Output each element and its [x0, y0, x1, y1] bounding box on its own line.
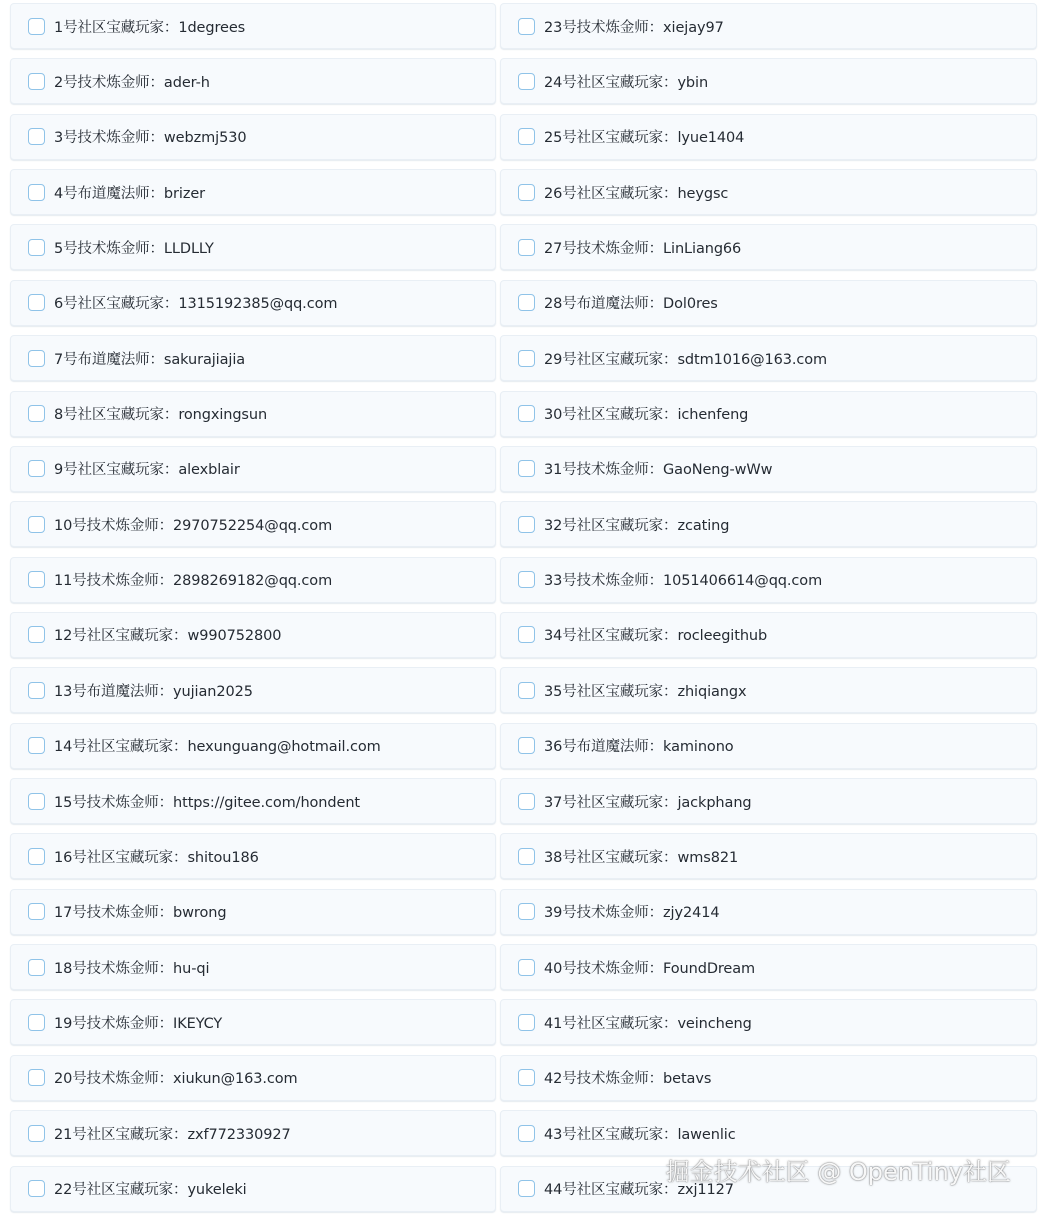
checkbox-item[interactable] — [500, 778, 1037, 824]
checkbox-icon[interactable] — [518, 405, 535, 422]
checkbox-icon[interactable] — [28, 294, 45, 311]
checkbox-label: 11号技术炼金师：2898269182@qq.com — [54, 573, 333, 590]
checkbox-icon[interactable] — [518, 571, 535, 588]
checkbox-icon[interactable] — [28, 737, 45, 754]
checkbox-label: 19号技术炼金师：IKEYCY — [54, 1015, 223, 1032]
checkbox-icon[interactable] — [518, 1125, 535, 1142]
checkbox-item[interactable] — [10, 1166, 496, 1212]
checkbox-item[interactable] — [10, 446, 496, 492]
checkbox-icon[interactable] — [518, 239, 535, 256]
checkbox-label: 34号社区宝藏玩家：rocleegithub — [544, 628, 768, 645]
checkbox-label: 16号社区宝藏玩家：shitou186 — [54, 849, 259, 866]
checkbox-item[interactable] — [500, 114, 1037, 160]
checkbox-icon[interactable] — [518, 460, 535, 477]
checkbox-label: 17号技术炼金师：bwrong — [54, 905, 227, 922]
checkbox-icon[interactable] — [518, 1180, 535, 1197]
checkbox-icon[interactable] — [28, 959, 45, 976]
checkbox-label: 1号社区宝藏玩家：1degrees — [54, 19, 246, 36]
checkbox-label: 24号社区宝藏玩家：ybin — [544, 74, 709, 91]
checkbox-icon[interactable] — [28, 350, 45, 367]
checkbox-item[interactable] — [10, 335, 496, 381]
checkbox-icon[interactable] — [518, 737, 535, 754]
watermark: 掘金技术社区 @ OpenTiny社区 — [665, 1158, 1011, 1186]
checkbox-label: 25号社区宝藏玩家：lyue1404 — [544, 130, 745, 147]
checkbox-item[interactable] — [500, 1110, 1037, 1156]
checkbox-label: 43号社区宝藏玩家：lawenlic — [544, 1126, 736, 1143]
checkbox-item[interactable] — [500, 169, 1037, 215]
checkbox-label: 10号技术炼金师：2970752254@qq.com — [54, 517, 333, 534]
checkbox-label: 42号技术炼金师：betavs — [544, 1071, 712, 1088]
checkbox-icon[interactable] — [28, 1180, 45, 1197]
checkbox-list — [10, 3, 1037, 1212]
checkbox-icon[interactable] — [518, 184, 535, 201]
checkbox-icon[interactable] — [518, 350, 535, 367]
checkbox-icon[interactable] — [518, 848, 535, 865]
checkbox-icon[interactable] — [28, 184, 45, 201]
checkbox-label: 23号技术炼金师：xiejay97 — [544, 19, 724, 36]
checkbox-icon[interactable] — [28, 1014, 45, 1031]
checkbox-item[interactable] — [500, 557, 1037, 603]
checkbox-item[interactable] — [10, 169, 496, 215]
checkbox-icon[interactable] — [28, 903, 45, 920]
checkbox-icon[interactable] — [28, 682, 45, 699]
checkbox-icon[interactable] — [518, 903, 535, 920]
checkbox-item[interactable] — [10, 1110, 496, 1156]
checkbox-item[interactable] — [10, 3, 496, 49]
checkbox-item[interactable] — [500, 224, 1037, 270]
checkbox-item[interactable] — [10, 114, 496, 160]
checkbox-label: 20号技术炼金师：xiukun@163.com — [54, 1071, 298, 1088]
checkbox-label: 13号布道魔法师：yujian2025 — [54, 683, 253, 700]
checkbox-icon[interactable] — [28, 626, 45, 643]
checkbox-label: 8号社区宝藏玩家：rongxingsun — [54, 407, 268, 424]
checkbox-label: 29号社区宝藏玩家：sdtm1016@163.com — [544, 351, 828, 368]
checkbox-item[interactable] — [10, 280, 496, 326]
checkbox-item[interactable] — [500, 612, 1037, 658]
checkbox-label: 31号技术炼金师：GaoNeng-wWw — [544, 462, 773, 479]
checkbox-item[interactable] — [10, 944, 496, 990]
checkbox-label: 18号技术炼金师：hu-qi — [54, 960, 210, 977]
checkbox-label: 33号技术炼金师：1051406614@qq.com — [544, 573, 823, 590]
checkbox-icon[interactable] — [518, 18, 535, 35]
checkbox-label: 35号社区宝藏玩家：zhiqiangx — [544, 683, 747, 700]
checkbox-icon[interactable] — [518, 959, 535, 976]
checkbox-label: 5号技术炼金师：LLDLLY — [54, 240, 214, 257]
checkbox-label: 36号布道魔法师：kaminono — [544, 739, 734, 756]
checkbox-icon[interactable] — [28, 516, 45, 533]
checkbox-item[interactable] — [500, 58, 1037, 104]
checkbox-icon[interactable] — [28, 793, 45, 810]
checkbox-item[interactable] — [500, 1055, 1037, 1101]
checkbox-item[interactable] — [10, 999, 496, 1045]
checkbox-label: 22号社区宝藏玩家：yukeleki — [54, 1182, 247, 1199]
checkbox-icon[interactable] — [518, 793, 535, 810]
checkbox-icon[interactable] — [28, 405, 45, 422]
checkbox-label: 9号社区宝藏玩家：alexblair — [54, 462, 240, 479]
checkbox-item[interactable] — [500, 3, 1037, 49]
checkbox-icon[interactable] — [28, 128, 45, 145]
checkbox-icon[interactable] — [518, 128, 535, 145]
checkbox-item[interactable] — [500, 667, 1037, 713]
checkbox-item[interactable] — [10, 501, 496, 547]
checkbox-label: 38号社区宝藏玩家：wms821 — [544, 849, 739, 866]
checkbox-item[interactable] — [500, 280, 1037, 326]
checkbox-item[interactable] — [10, 391, 496, 437]
checkbox-label: 15号技术炼金师：https://gitee.com/hondent — [54, 794, 360, 811]
checkbox-label: 32号社区宝藏玩家：zcating — [544, 517, 730, 534]
checkbox-icon[interactable] — [518, 1069, 535, 1086]
checkbox-item[interactable] — [10, 557, 496, 603]
checkbox-label: 26号社区宝藏玩家：heygsc — [544, 185, 729, 202]
checkbox-item[interactable] — [10, 667, 496, 713]
checkbox-label: 39号技术炼金师：zjy2414 — [544, 905, 720, 922]
left-column — [10, 3, 496, 1212]
checkbox-item[interactable] — [500, 391, 1037, 437]
checkbox-label: 44号社区宝藏玩家：zxj1127 — [544, 1182, 734, 1199]
checkbox-item[interactable] — [10, 224, 496, 270]
checkbox-icon[interactable] — [28, 1069, 45, 1086]
checkbox-label: 41号社区宝藏玩家：veincheng — [544, 1015, 752, 1032]
checkbox-label: 4号布道魔法师：brizer — [54, 185, 206, 202]
checkbox-item[interactable] — [10, 889, 496, 935]
checkbox-item[interactable] — [500, 833, 1037, 879]
checkbox-item[interactable] — [10, 723, 496, 769]
checkbox-icon[interactable] — [518, 73, 535, 90]
checkbox-item[interactable] — [10, 612, 496, 658]
checkbox-item[interactable] — [10, 833, 496, 879]
checkbox-label: 6号社区宝藏玩家：1315192385@qq.com — [54, 296, 338, 313]
checkbox-label: 14号社区宝藏玩家：hexunguang@hotmail.com — [54, 739, 381, 756]
checkbox-icon[interactable] — [28, 239, 45, 256]
checkbox-item[interactable] — [500, 1166, 1037, 1212]
checkbox-label: 28号布道魔法师：Dol0res — [544, 296, 718, 313]
checkbox-icon[interactable] — [28, 460, 45, 477]
checkbox-icon[interactable] — [28, 73, 45, 90]
checkbox-label: 27号技术炼金师：LinLiang66 — [544, 240, 742, 257]
checkbox-label: 40号技术炼金师：FoundDream — [544, 960, 756, 977]
checkbox-item[interactable] — [10, 1055, 496, 1101]
checkbox-icon[interactable] — [28, 18, 45, 35]
checkbox-label: 3号技术炼金师：webzmj530 — [54, 130, 247, 147]
checkbox-item[interactable] — [500, 999, 1037, 1045]
right-column — [500, 3, 1037, 1212]
checkbox-icon[interactable] — [28, 571, 45, 588]
checkbox-icon[interactable] — [518, 626, 535, 643]
checkbox-label: 30号社区宝藏玩家：ichenfeng — [544, 407, 749, 424]
checkbox-label: 21号社区宝藏玩家：zxf772330927 — [54, 1126, 291, 1143]
checkbox-item[interactable] — [10, 58, 496, 104]
checkbox-item[interactable] — [500, 889, 1037, 935]
checkbox-icon[interactable] — [518, 516, 535, 533]
checkbox-label: 12号社区宝藏玩家：w990752800 — [54, 628, 282, 645]
checkbox-item[interactable] — [500, 501, 1037, 547]
checkbox-item[interactable] — [500, 944, 1037, 990]
checkbox-item[interactable] — [500, 335, 1037, 381]
checkbox-item[interactable] — [10, 778, 496, 824]
checkbox-icon[interactable] — [28, 848, 45, 865]
checkbox-icon[interactable] — [518, 294, 535, 311]
checkbox-icon[interactable] — [518, 682, 535, 699]
checkbox-icon[interactable] — [28, 1125, 45, 1142]
checkbox-label: 7号布道魔法师：sakurajiajia — [54, 351, 246, 368]
checkbox-label: 2号技术炼金师：ader-h — [54, 74, 210, 91]
checkbox-icon[interactable] — [518, 1014, 535, 1031]
checkbox-label: 37号社区宝藏玩家：jackphang — [544, 794, 752, 811]
checkbox-item[interactable] — [500, 446, 1037, 492]
checkbox-item[interactable] — [500, 723, 1037, 769]
